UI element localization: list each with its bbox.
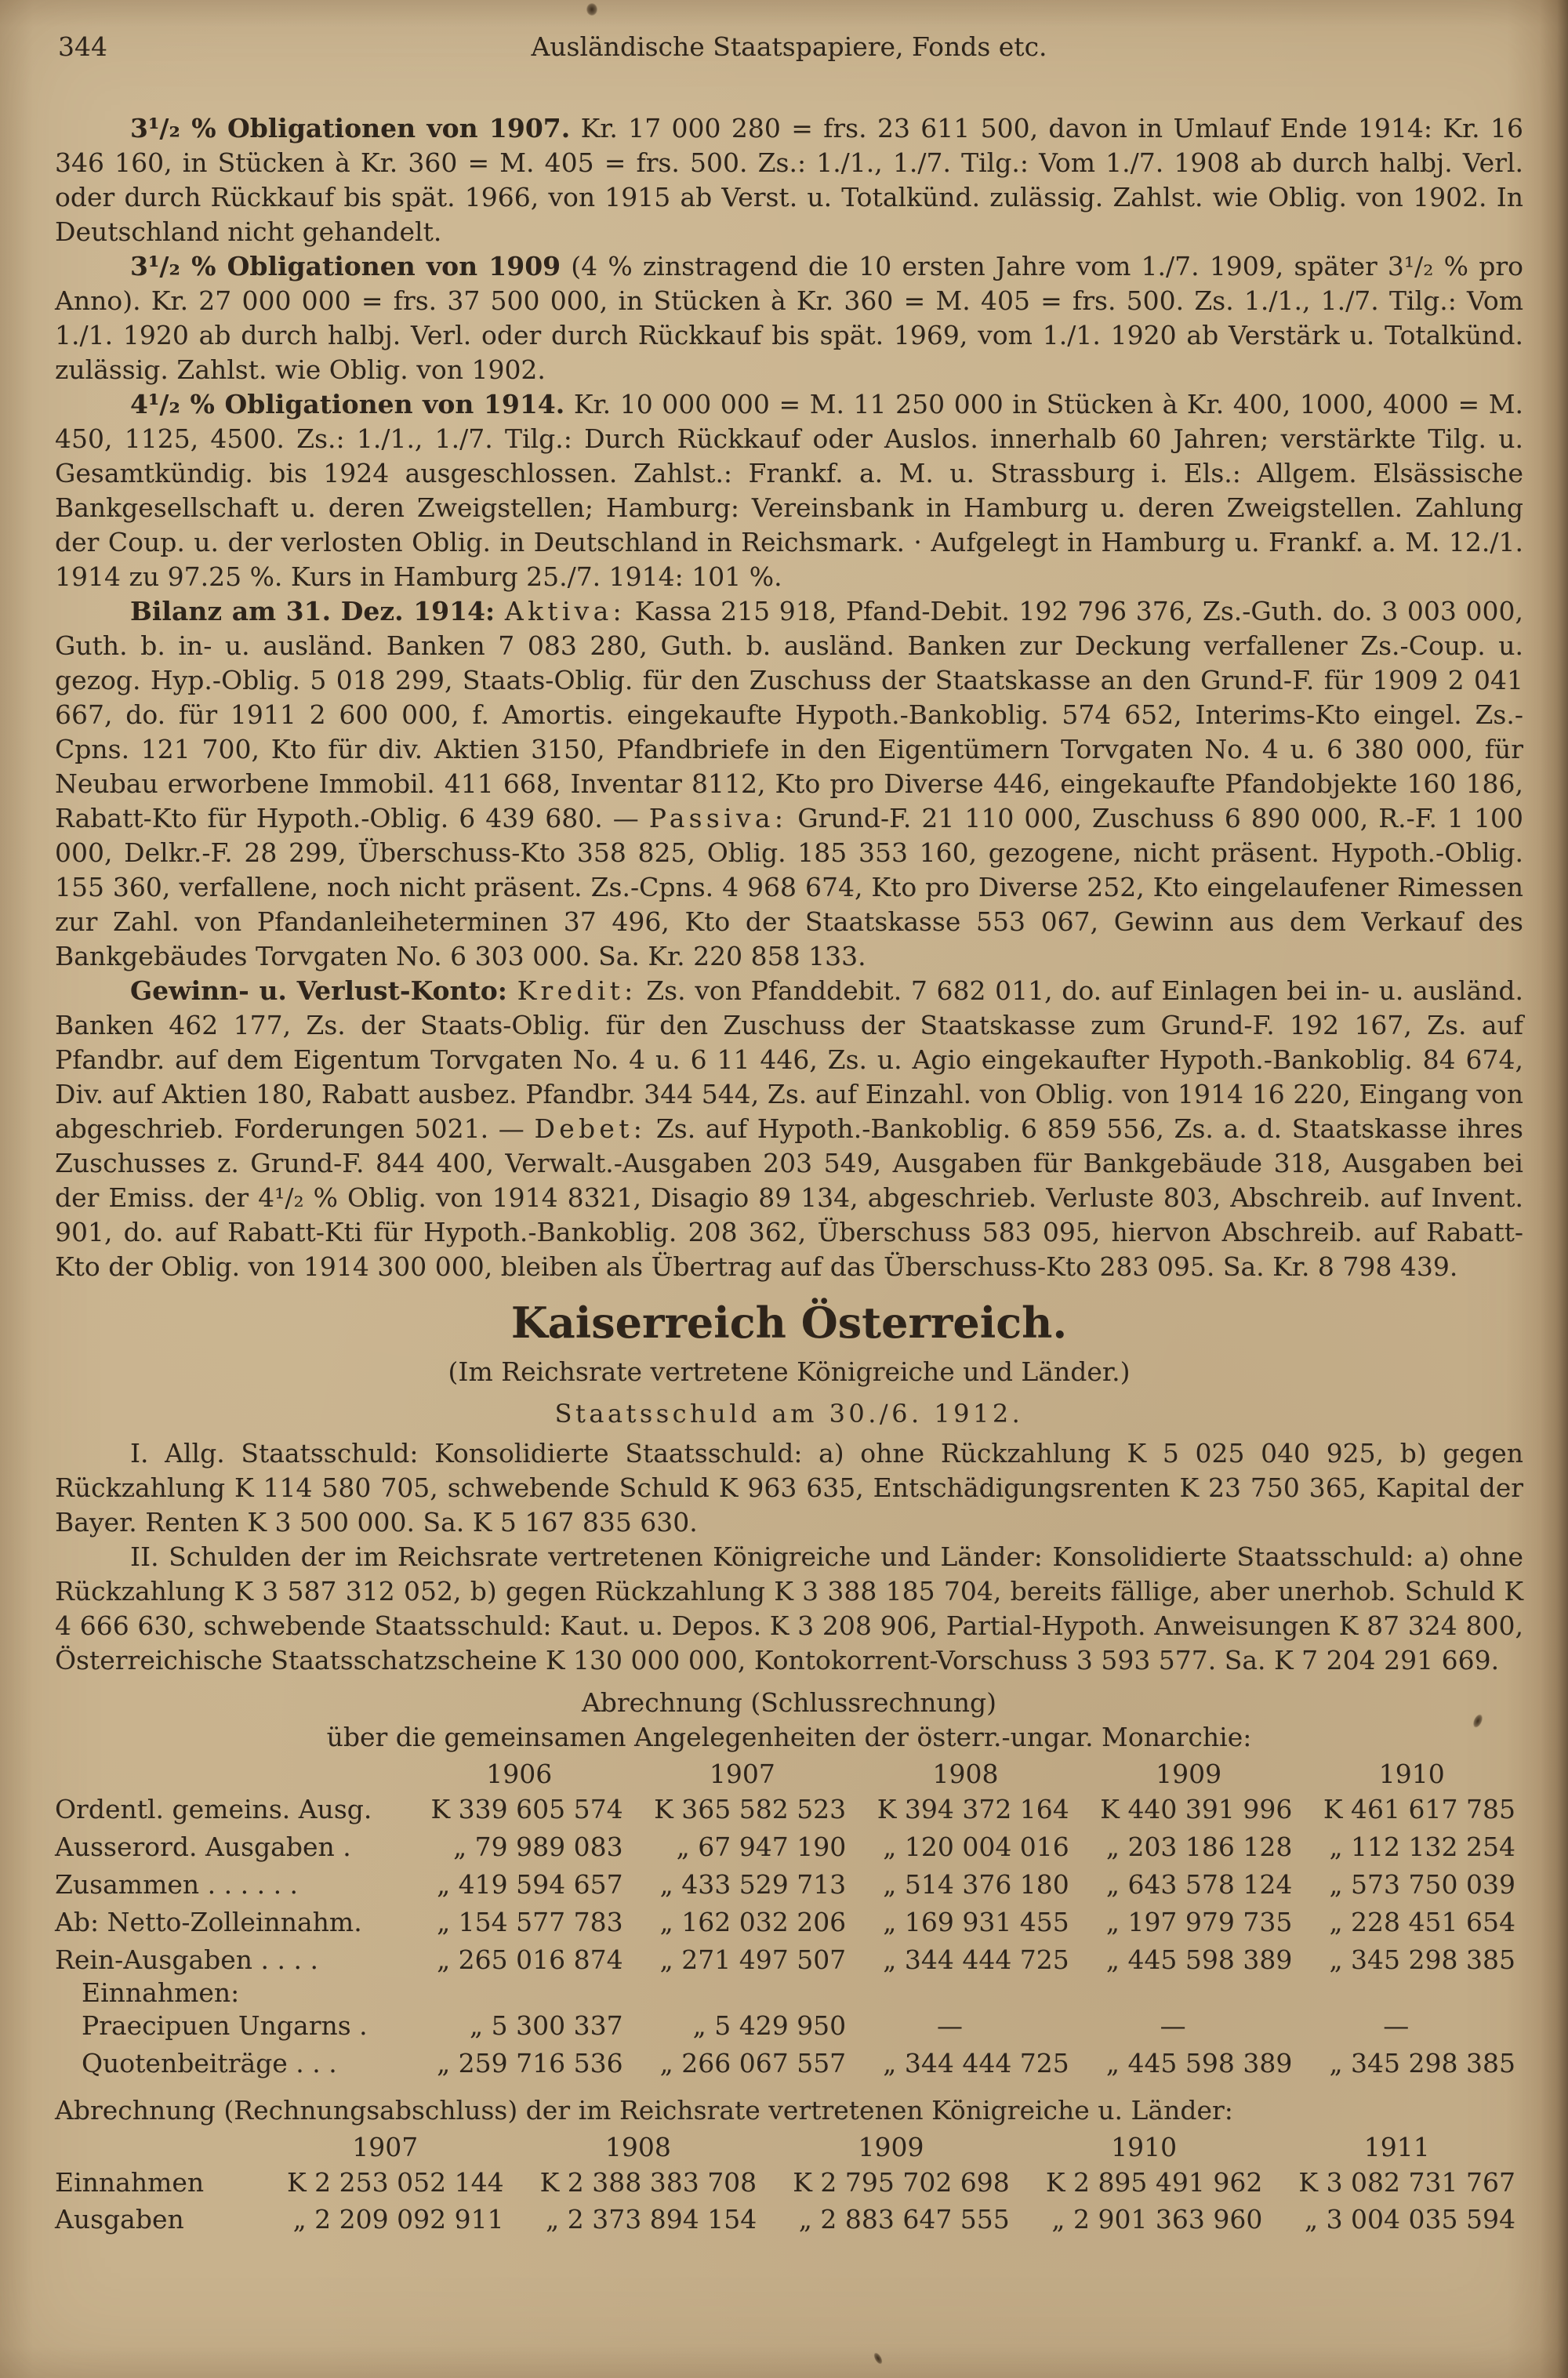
- gewinn-lead: Gewinn- u. Verlust-Konto:: [130, 975, 517, 1006]
- table1-cell: „ 643 578 124: [1105, 1869, 1293, 1900]
- table1-cell: „ 445 598 389: [1105, 2048, 1293, 2078]
- table1-cell: „ 345 298 385: [1329, 2048, 1515, 2078]
- table2-cell: „ 2 373 894 154: [546, 2204, 757, 2235]
- paragraph-staatsschuld-2: II. Schulden der im Reichsrate vertretenen Königreiche und Länder: Konsolidierte Staatsschuld: a) ohne Rückzahlung K 3 587 312 052, b) gegen Rückzahlung K 3 388 185 704, bereits fällige, aber unerhob. Schuld K 4 666 630, schwebende Staatsschuld: Kaut. u. Depos. K 3 208 906, Partial-Hypoth. Anweisungen K 87 324 800, Österreichische Staatsschatzscheine K 130 000 000, Kontokorrent-Vorschuss 3 593 577. Sa. K 7 204 291 669.: [55, 1541, 1523, 1675]
- table2-row-label: Einnahmen: [55, 2167, 205, 2198]
- table1-row-label: Ab: Netto-Zolleinnahm.: [55, 1907, 362, 1937]
- paragraph-obligationen-1907: [55, 111, 1523, 249]
- table1-cell: K 394 372 164: [877, 1794, 1069, 1824]
- table1-cell: K 440 391 996: [1100, 1794, 1293, 1824]
- passiva-label: Passiva:: [648, 803, 788, 833]
- table1-cell: „ 169 931 455: [883, 1907, 1069, 1937]
- staatsschuld-heading: Staatsschuld am 30./6. 1912.: [554, 1399, 1024, 1429]
- paragraph-obligationen-1909: [55, 249, 1523, 387]
- table2-year: 1908: [604, 2132, 671, 2162]
- table1-cell: „ 112 132 254: [1329, 1832, 1515, 1862]
- table1-year: 1909: [1156, 1759, 1222, 1789]
- table2-cell: K 2 895 491 962: [1045, 2167, 1263, 2198]
- table1-cell: [1300, 1979, 1523, 2007]
- table2-cell: „ 3 004 035 594: [1304, 2204, 1515, 2235]
- table1-cell: —: [1160, 2010, 1186, 2041]
- abrechnung1-title-line1: Abrechnung (Schlussrechnung): [581, 1687, 997, 1718]
- table1-cell: „ 265 016 874: [437, 1944, 623, 1975]
- oblig-1909-text: (4 % zinstragend die 10 ersten Jahre vom 1./7. 1909, später 3¹/₂ % pro Anno). Kr. 27 000 000 = frs. 37 500 000, in Stücken à Kr. 360 = M. 405 = frs. 500. Zs. 1./1., 1./7. Tilg.: Vom 1./1. 1920 ab durch halbj. Verl. oder durch Rückkauf bis spät. 1969, vom 1./1. 1920 ab Verstärk u. Totalkünd. zulässig. Zahlst. wie Oblig. von 1902.: [55, 251, 1523, 385]
- page-number: 344: [58, 31, 107, 62]
- table2-cell: K 2 795 702 698: [793, 2167, 1010, 2198]
- table2-cell: K 2 388 383 708: [539, 2167, 757, 2198]
- paragraph-obligationen-1914: [55, 387, 1523, 594]
- table2-year: 1910: [1111, 2132, 1178, 2162]
- table2-corner: [55, 2131, 259, 2164]
- ink-speck: [873, 2351, 884, 2365]
- oblig-1914-text: Kr. 10 000 000 = M. 11 250 000 in Stücken à Kr. 400, 1000, 4000 = M. 450, 1125, 4500. Zs.: 1./1., 1./7. Tilg.: Durch Rückkauf oder Auslos. innerhalb 60 Jahren; verstärkte Tilg. u. Gesamtkündig. bis 1924 ausgeschlossen. Zahlst.: Frankf. a. M. u. Strassburg i. Els.: Allgem. Elsässische Bankgesellschaft u. deren Zweigstellen; Hamburg: Vereinsbank in Hamburg u. deren Zweigstellen. Zahlung der Coup. u. der verlosten Oblig. in Deutschland in Reichsmark. · Aufgelegt in Hamburg u. Frankf. a. M. 12./1. 1914 zu 97.25 %. Kurs in Hamburg 25./7. 1914: 101 %.: [55, 389, 1523, 592]
- table1-cell: „ 154 577 783: [437, 1907, 623, 1937]
- table1-row-label: Rein-Ausgaben . . . .: [55, 1944, 318, 1975]
- table1-row-label: Zusammen . . . . . .: [55, 1869, 299, 1900]
- austria-subheading: (Im Reichsrate vertretene Königreiche und Länder.): [448, 1356, 1131, 1387]
- table1-row-label: Quotenbeiträge . . .: [82, 2048, 337, 2078]
- table1-row-label: Einnahmen:: [82, 1977, 240, 2008]
- table1-cell: „ 79 989 083: [453, 1832, 623, 1862]
- kredit-text: Zs. von Pfanddebit. 7 682 011, do. auf Einlagen bei in- u. ausländ. Banken 462 177, Zs. der Staats-Oblig. für den Zuschuss der Staatskasse zum Grund-F. 192 167, Zs. auf Pfandbr. auf dem Eigentum Torvgaten No. 4 u. 6 11 446, Zs. u. Agio eingekaufter Hypoth.-Bankoblig. 84 674, Div. auf Aktien 180, Rabatt ausbez. Pfandbr. 344 544, Zs. auf Einzahl. von Oblig. von 1914 16 220, Eingang von abgeschrieb. Forderungen 5021. —: [55, 975, 1523, 1144]
- table1-cell: K 339 605 574: [430, 1794, 623, 1824]
- table2-row-label: Ausgaben: [55, 2204, 184, 2235]
- abrechnung1-title-line2: über die gemeinsamen Angelegenheiten der österr.-ungar. Monarchie:: [326, 1722, 1252, 1752]
- table1-corner: [55, 1758, 408, 1791]
- table1-cell: „ 271 497 507: [659, 1944, 847, 1975]
- table1-cell: „ 433 529 713: [659, 1869, 847, 1900]
- table1-year: 1907: [709, 1759, 775, 1789]
- oblig-1907-text: Kr. 17 000 280 = frs. 23 611 500, davon in Umlauf Ende 1914: Kr. 16 346 160, in Stücken à Kr. 360 = M. 405 = frs. 500. Zs.: 1./1., 1./7. Tilg.: Vom 1./7. 1908 ab durch halbj. Verl. oder durch Rückkauf bis spät. 1966, von 1915 ab Verst. u. Totalkünd. zulässig. Zahlst. wie Oblig. von 1902. In Deutschland nicht gehandelt.: [55, 113, 1523, 247]
- kredit-label: Kredit:: [517, 975, 637, 1006]
- table1-cell: „ 344 444 725: [883, 1944, 1069, 1975]
- table1-cell: [631, 1979, 855, 2007]
- table1-cell: —: [936, 2010, 963, 2041]
- aktiva-text: Kassa 215 918, Pfand-Debit. 192 796 376, Zs.-Guth. do. 3 003 000, Guth. b. in- u. ausländ. Banken 7 083 280, Guth. b. ausländ. Banken zur Deckung verfallener Zs.-Coup. u. gezog. Hyp.-Oblig. 5 018 299, Staats-Oblig. für den Zuschuss der Staatskasse an den Grund-F. für 1909 2 041 667, do. für 1911 2 600 000, f. Amortis. eingekaufte Hypoth.-Bankoblig. 574 652, Interims-Kto eingel. Zs.-Cpns. 121 700, Kto für div. Aktien 3150, Pfandbriefe in den Eigentümern Torvgaten No. 4 u. 6 380 000, für Neubau erworbene Immobil. 411 668, Inventar 8112, Kto pro Diverse 446, eingekaufte Pfandobjekte 160 186, Rabatt-Kto für Hypoth.-Oblig. 6 439 680. —: [55, 596, 1523, 833]
- bilanz-lead: Bilanz am 31. Dez. 1914:: [130, 596, 505, 626]
- oblig-1907-lead: 3¹/₂ % Obligationen von 1907.: [130, 113, 571, 143]
- abrechnung2-title: Abrechnung (Rechnungsabschluss) der im Reichsrate vertretenen Königreiche u. Länder:: [55, 2095, 1233, 2126]
- paragraph-bilanz: [55, 594, 1523, 974]
- paragraph-gewinn-verlust: [55, 974, 1523, 1284]
- table1-cell: „ 514 376 180: [883, 1869, 1069, 1900]
- table1-cell: „ 120 004 016: [883, 1832, 1069, 1862]
- table1-cell: „ 266 067 557: [659, 2048, 847, 2078]
- oblig-1909-lead: 3¹/₂ % Obligationen von 1909: [130, 251, 561, 281]
- oblig-1914-lead: 4¹/₂ % Obligationen von 1914.: [130, 389, 565, 419]
- table1-cell: „ 573 750 039: [1329, 1869, 1515, 1900]
- table1-cell: „ 259 716 536: [437, 2048, 623, 2078]
- table1-cell: „ 5 429 950: [692, 2010, 847, 2041]
- table2-year: 1909: [858, 2132, 924, 2162]
- aktiva-label: Aktiva:: [504, 596, 626, 626]
- debet-text: Zs. auf Hypoth.-Bankoblig. 6 859 556, Zs. a. d. Staatskasse ihres Zuschusses z. Grund-F. 844 400, Verwalt.-Ausgaben 203 549, Ausgaben für Bankgebäude 318, Ausgaben bei der Emiss. der 4¹/₂ % Oblig. von 1914 8321, Disagio 89 134, abgeschrieb. Verluste 803, Abschreib. auf Invent. 901, do. auf Rabatt-Kti für Hypoth.-Bankoblig. 208 362, Überschuss 583 095, hiervon Abschreib. auf Rabatt-Kto der Oblig. von 1914 300 000, bleiben als Übertrag auf das Überschuss-Kto 283 095. Sa. Kr. 8 798 439.: [55, 1113, 1523, 1282]
- table1-cell: „ 344 444 725: [883, 2048, 1069, 2078]
- table1-row-label: Ausserord. Ausgaben .: [55, 1832, 351, 1862]
- table1-row-label: Ordentl. gemeins. Ausg.: [55, 1794, 372, 1824]
- table1-year: 1906: [486, 1759, 553, 1789]
- table1-cell: „ 228 451 654: [1329, 1907, 1515, 1937]
- table2-cell: K 3 082 731 767: [1298, 2167, 1515, 2198]
- table1-cell: „ 345 298 385: [1329, 1944, 1515, 1975]
- table1-cell: [1077, 1979, 1301, 2007]
- table1-cell: „ 419 594 657: [437, 1869, 623, 1900]
- table2-cell: „ 2 901 363 960: [1051, 2204, 1263, 2235]
- passiva-text: Grund-F. 21 110 000, Zuschuss 6 890 000, R.-F. 1 100 000, Delkr.-F. 28 299, Überschuss-Kto 358 825, Oblig. 185 353 160, gezogene, nicht präsent. Hypoth.-Oblig. 155 360, verfallene, noch nicht präsent. Zs.-Cpns. 4 968 674, Kto pro Diverse 252, Kto eingelaufener Rimessen zur Zahl. von Pfandanleiheterminen 37 496, Kto der Staatskasse 553 067, Gewinn aus dem Verkauf des Bankgebäudes Torvgaten No. 6 303 000. Sa. Kr. 220 858 133.: [55, 803, 1523, 971]
- page-header: [55, 31, 1523, 67]
- table1-cell: „ 203 186 128: [1105, 1832, 1293, 1862]
- table1-cell: —: [1383, 2010, 1410, 2041]
- table1-cell: [408, 1979, 631, 2007]
- table2-cell: „ 2 883 647 555: [798, 2204, 1010, 2235]
- table1-cell: [854, 1979, 1077, 2007]
- table1-row-label: Praecipuen Ungarns .: [82, 2010, 368, 2041]
- abrechnung-table-monarchie: [55, 1755, 1523, 2082]
- table2-cell: „ 2 209 092 911: [292, 2204, 504, 2235]
- table2-year: 1907: [352, 2132, 419, 2162]
- table2-year: 1911: [1363, 2132, 1430, 2162]
- running-title: Ausländische Staatspapiere, Fonds etc.: [531, 31, 1047, 62]
- section-heading-austria: Kaiserreich Österreich.: [510, 1298, 1068, 1348]
- table1-cell: „ 67 947 190: [676, 1832, 847, 1862]
- paragraph-staatsschuld-1: I. Allg. Staatsschuld: Konsolidierte Staatsschuld: a) ohne Rückzahlung K 5 025 040 925, b) gegen Rückzahlung K 114 580 705, schwebende Schuld K 963 635, Entschädigungsrenten K 23 750 365, Kapital der Bayer. Renten K 3 500 000. Sa. K 5 167 835 630.: [55, 1438, 1523, 1538]
- table1-year: 1910: [1378, 1759, 1445, 1789]
- table1-cell: K 365 582 523: [654, 1794, 847, 1824]
- abrechnung-table-reichsrat: [55, 2128, 1523, 2238]
- table2-cell: K 2 253 052 144: [287, 2167, 504, 2198]
- debet-label: Debet:: [534, 1113, 647, 1144]
- table1-cell: „ 197 979 735: [1105, 1907, 1293, 1937]
- table1-cell: „ 5 300 337: [470, 2010, 623, 2041]
- table1-cell: K 461 617 785: [1323, 1794, 1515, 1824]
- table1-cell: „ 162 032 206: [659, 1907, 847, 1937]
- table1-year: 1908: [932, 1759, 999, 1789]
- table1-cell: „ 445 598 389: [1105, 1944, 1293, 1975]
